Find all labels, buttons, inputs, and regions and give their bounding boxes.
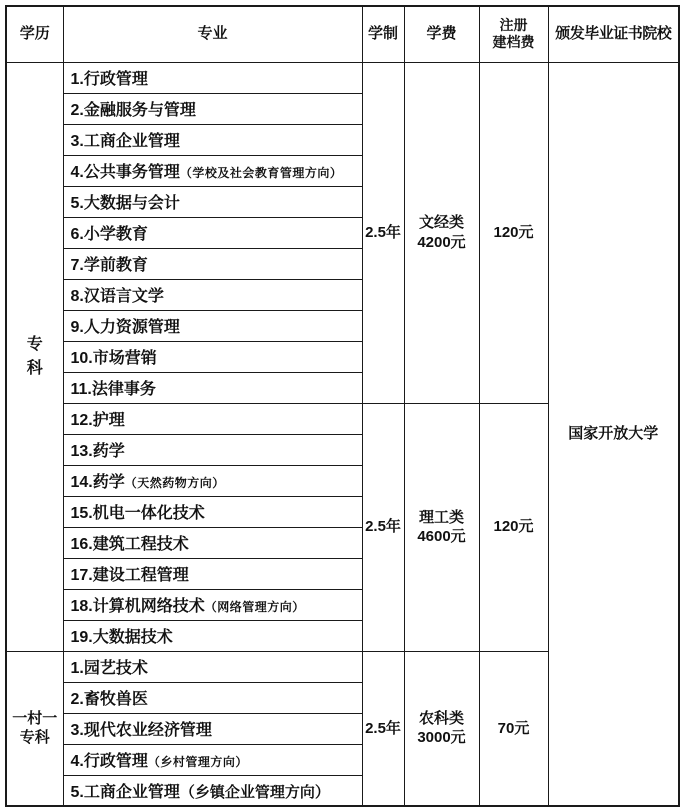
col-header-major: 专业 [63,6,362,62]
major-name: 15.机电一体化技术 [70,505,205,522]
major-cell [63,744,362,775]
col-header-registration-fee [479,6,548,62]
major-name: 13.药学 [70,443,125,460]
tuition-cell [404,651,479,806]
tuition-category: 理工类 [418,508,464,526]
major-name: 3.工商企业管理 [70,133,180,150]
major-cell [63,155,362,186]
major-name: 1.行政管理 [70,71,148,88]
col-header-duration: 学制 [362,6,404,62]
major-cell [63,372,362,403]
major-name: 8.汉语言文学 [70,288,164,305]
header-row [6,6,679,62]
registration-fee-cell: 70元 [479,651,548,806]
major-cell [63,186,362,217]
major-cell [63,651,362,682]
major-cell [63,403,362,434]
major-name: 3.现代农业经济管理 [70,722,212,739]
major-name: 12.护理 [70,412,125,429]
table-row [6,62,679,93]
major-cell [63,527,362,558]
level-line: 一村一 [12,709,58,727]
major-name: 4.行政管理 [70,753,148,770]
tuition-table [5,5,680,807]
major-name: 16.建筑工程技术 [70,536,189,553]
major-name: 10.市场营销 [70,350,157,367]
fee-header-line1: 注册 [499,16,528,33]
duration-cell: 2.5年 [362,403,404,651]
major-name: 17.建设工程管理 [70,567,189,584]
major-cell [63,465,362,496]
major-name: 2.金融服务与管理 [70,102,196,119]
major-note: （乡镇企业管理方向） [179,783,330,801]
university-cell: 国家开放大学 [548,62,679,806]
major-name: 7.学前教育 [70,257,148,274]
major-cell [63,310,362,341]
registration-fee-cell: 120元 [479,403,548,651]
major-note: （天然药物方向） [124,476,225,490]
level-line: 专科 [19,729,50,747]
duration-cell: 2.5年 [362,651,404,806]
major-cell [63,620,362,651]
major-name: 18.计算机网络技术 [70,598,205,615]
tuition-cell [404,62,479,403]
major-cell [63,217,362,248]
major-note: （乡村管理方向） [147,755,248,769]
fee-header-line2: 建档费 [492,34,535,51]
major-name: 9.人力资源管理 [70,319,180,336]
major-cell [63,713,362,744]
major-cell [63,496,362,527]
major-cell [63,341,362,372]
major-name: 11.法律事务 [70,381,156,398]
major-cell [63,248,362,279]
level-cell-village-program [6,651,63,806]
tuition-category: 文经类 [418,214,464,231]
level-line: 科 [26,359,43,377]
major-cell [63,93,362,124]
col-header-university: 颁发毕业证书院校 [548,6,679,62]
major-name: 2.畜牧兽医 [70,691,148,708]
major-name: 6.小学教育 [70,226,148,243]
tuition-cell [404,403,479,651]
major-name: 19.大数据技术 [70,629,173,646]
major-cell [63,279,362,310]
major-cell [63,62,362,93]
tuition-amount: 4600元 [417,528,466,545]
tuition-amount: 4200元 [417,233,466,251]
registration-fee-cell: 120元 [479,62,548,403]
major-cell [63,775,362,806]
major-cell [63,124,362,155]
major-note: （网络管理方向） [204,600,305,614]
major-cell [63,434,362,465]
col-header-tuition: 学费 [404,6,479,62]
major-name: 5.工商企业管理 [70,783,180,801]
level-line: 专 [26,336,43,354]
major-name: 4.公共事务管理 [70,164,180,181]
major-name: 14.药学 [70,474,125,491]
major-cell [63,682,362,713]
major-cell [63,589,362,620]
col-header-level: 学历 [6,6,63,62]
major-name: 5.大数据与会计 [70,195,180,212]
major-note: （学校及社会教育管理方向） [179,166,343,180]
tuition-amount: 3000元 [417,729,466,747]
duration-cell: 2.5年 [362,62,404,403]
major-cell [63,558,362,589]
level-cell-junior-college [6,62,63,651]
major-name: 1.园艺技术 [70,660,148,677]
tuition-category: 农科类 [418,709,464,727]
